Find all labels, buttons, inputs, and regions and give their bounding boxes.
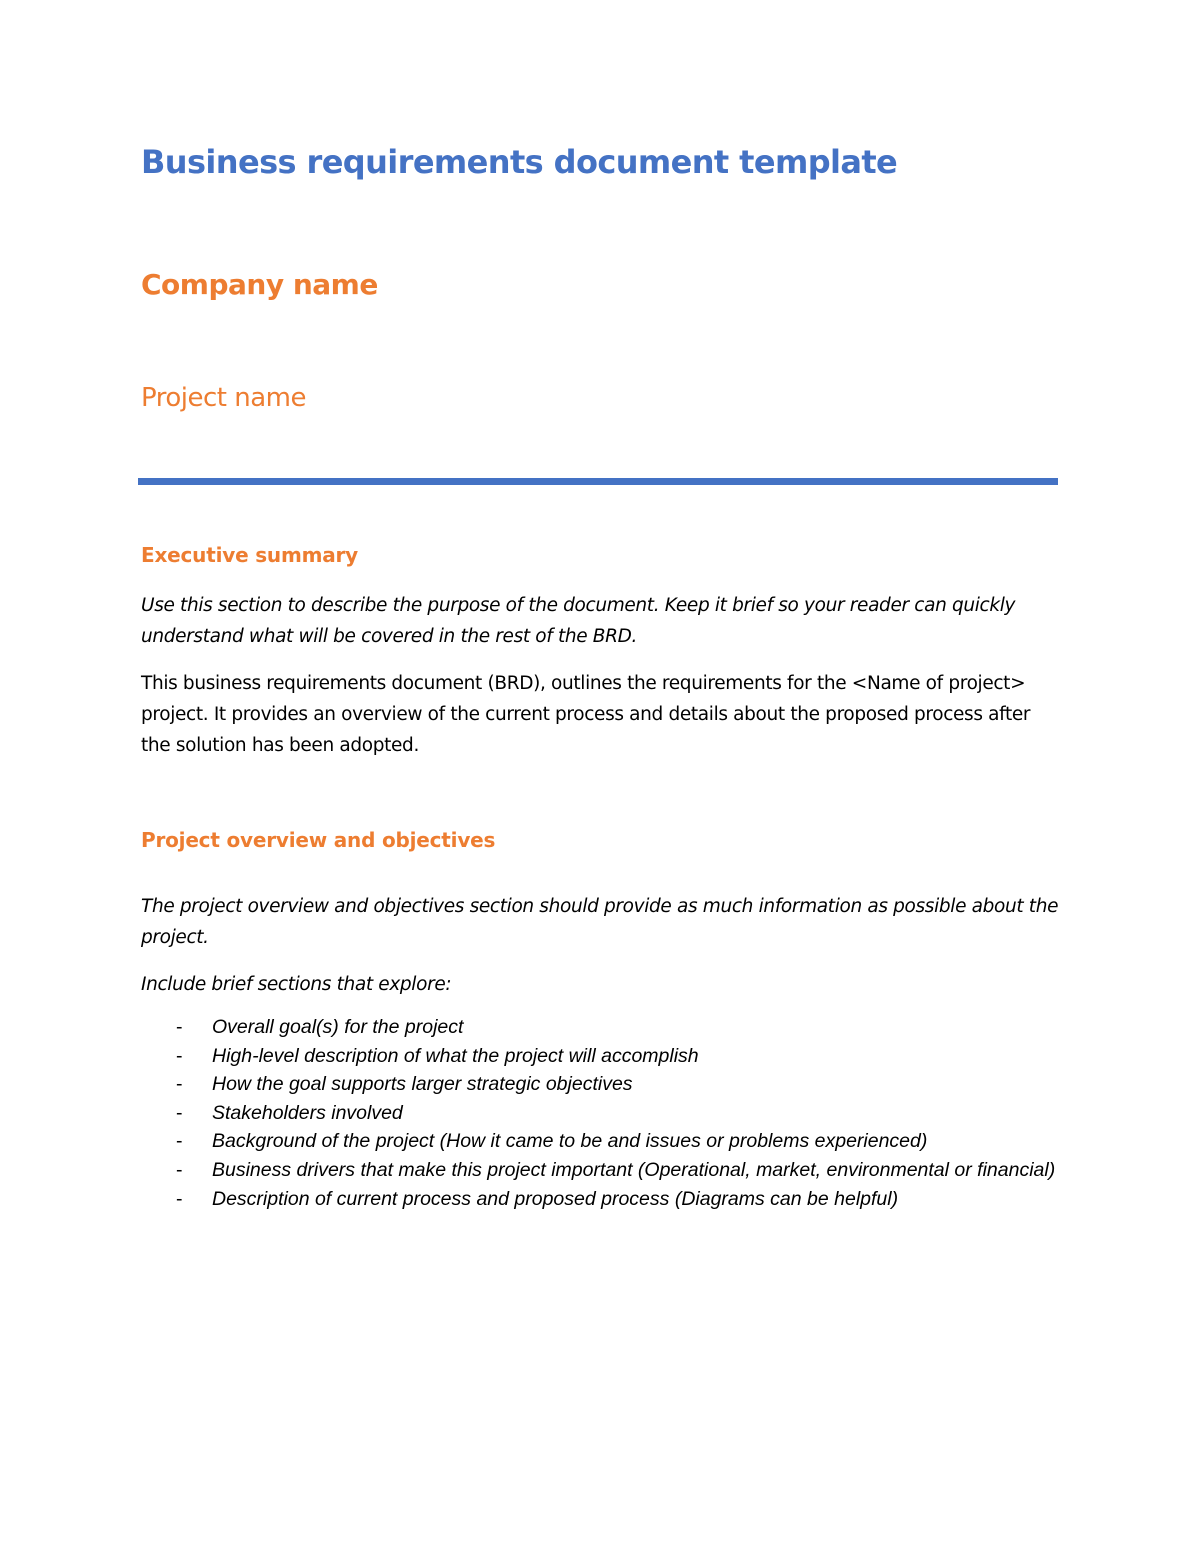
list-item	[141, 1157, 1061, 1184]
list-item-text: Background of the project (How it came to be and issues or problems experienced)	[212, 1130, 928, 1153]
list-item	[141, 1014, 1061, 1041]
project-overview-intro: Include brief sections that explore:	[141, 974, 452, 995]
document-title: Business requirements document template	[141, 143, 898, 181]
list-item-text: High-level description of what the project will accomplish	[212, 1044, 699, 1067]
company-name-heading: Company name	[141, 268, 378, 301]
bullet-dash: -	[176, 1044, 183, 1067]
list-item	[141, 1071, 1061, 1098]
list-item	[141, 1186, 1061, 1213]
bullet-dash: -	[176, 1130, 183, 1153]
project-overview-guidance: The project overview and objectives section should provide as much information as possible about the project.	[141, 896, 1059, 948]
list-item	[141, 1128, 1061, 1155]
list-item-text: Business drivers that make this project important (Operational, market, environmental or financial)	[212, 1158, 1056, 1181]
executive-summary-guidance: Use this section to describe the purpose of the document. Keep it brief so your reader can quickly understand what will be covered in the rest of the BRD.	[141, 595, 1016, 647]
project-name-heading: Project name	[141, 383, 306, 413]
executive-summary-body: This business requirements document (BRD), outlines the requirements for the <Name of project> project. It provides an overview of the current process and details about the proposed process after the solution has been adopted.	[141, 673, 1031, 756]
objectives-list	[141, 1014, 1061, 1214]
executive-summary-heading: Executive summary	[141, 543, 359, 567]
list-item-text: Overall goal(s) for the project	[212, 1016, 464, 1038]
list-item-text: How the goal supports larger strategic objectives	[212, 1073, 633, 1096]
list-item-text: Stakeholders involved	[212, 1101, 403, 1124]
list-item	[141, 1100, 1061, 1127]
title-divider	[138, 478, 1058, 485]
list-item-text: Description of current process and proposed process (Diagrams can be helpful)	[212, 1187, 899, 1210]
bullet-dash: -	[176, 1016, 183, 1038]
list-item	[141, 1043, 1061, 1070]
project-overview-heading: Project overview and objectives	[141, 828, 496, 852]
bullet-dash: -	[176, 1101, 183, 1124]
bullet-dash: -	[176, 1158, 183, 1181]
bullet-dash: -	[176, 1073, 183, 1096]
bullet-dash: -	[176, 1187, 183, 1210]
